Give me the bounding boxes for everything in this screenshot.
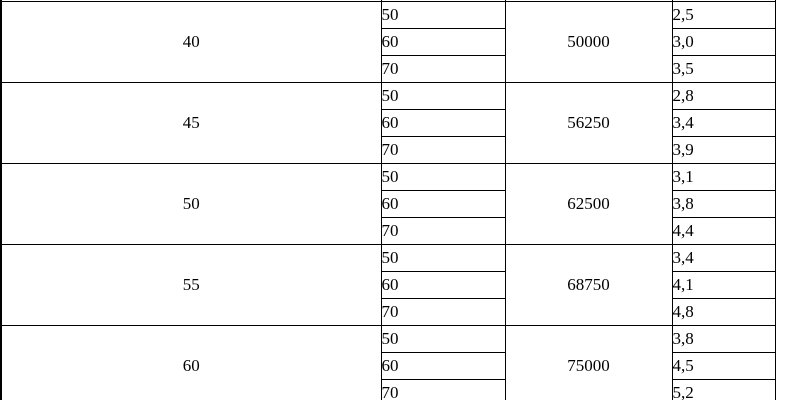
cell-col4: 3,5 — [672, 56, 775, 83]
cell-col4: 4,4 — [672, 218, 775, 245]
cell-col4: 4,8 — [672, 299, 775, 326]
cell-col4: 2,5 — [672, 2, 775, 29]
cell-col2: 70 — [381, 56, 505, 83]
cell-col3: 68750 — [505, 245, 672, 326]
cell-col4: 3,4 — [672, 110, 775, 137]
table-row — [1, 83, 775, 110]
cell-col2: 50 — [381, 2, 505, 29]
cell-col2: 60 — [381, 29, 505, 56]
cell-col4: 4,1 — [672, 272, 775, 299]
cell-col4: 4,5 — [672, 353, 775, 380]
cell-col2: 60 — [381, 110, 505, 137]
cell-col2: 60 — [381, 272, 505, 299]
cell-col4: 3,4 — [672, 245, 775, 272]
cell-col4: 3,8 — [672, 326, 775, 353]
table-row — [1, 326, 775, 353]
cell-col2: 70 — [381, 299, 505, 326]
cell-col1: 50 — [1, 164, 381, 245]
cell-col4: 3,0 — [672, 29, 775, 56]
cell-col1: 40 — [1, 2, 381, 83]
cell-col2: 70 — [381, 380, 505, 400]
cell-col2: 50 — [381, 245, 505, 272]
table-body — [1, 0, 775, 400]
cell-col4: 5,2 — [672, 380, 775, 400]
cell-col3: 56250 — [505, 83, 672, 164]
cell-col1: 55 — [1, 245, 381, 326]
cell-col2: 50 — [381, 83, 505, 110]
cell-col4: 3,1 — [672, 164, 775, 191]
cell-col4: 3,9 — [672, 137, 775, 164]
cell-col2: 50 — [381, 164, 505, 191]
cell-col2: 60 — [381, 353, 505, 380]
cell-col1: 45 — [1, 83, 381, 164]
cell-col3: 50000 — [505, 2, 672, 83]
cell-col1: 60 — [1, 326, 381, 400]
cell-col3: 75000 — [505, 326, 672, 400]
cell-col2: 70 — [381, 218, 505, 245]
cell-col2: 70 — [381, 137, 505, 164]
cell-col2: 60 — [381, 191, 505, 218]
cell-col2: 50 — [381, 326, 505, 353]
table-row — [1, 2, 775, 29]
cell-col3: 62500 — [505, 164, 672, 245]
table-row — [1, 245, 775, 272]
cell-col4: 2,8 — [672, 83, 775, 110]
table-row — [1, 164, 775, 191]
cell-col4: 3,8 — [672, 191, 775, 218]
